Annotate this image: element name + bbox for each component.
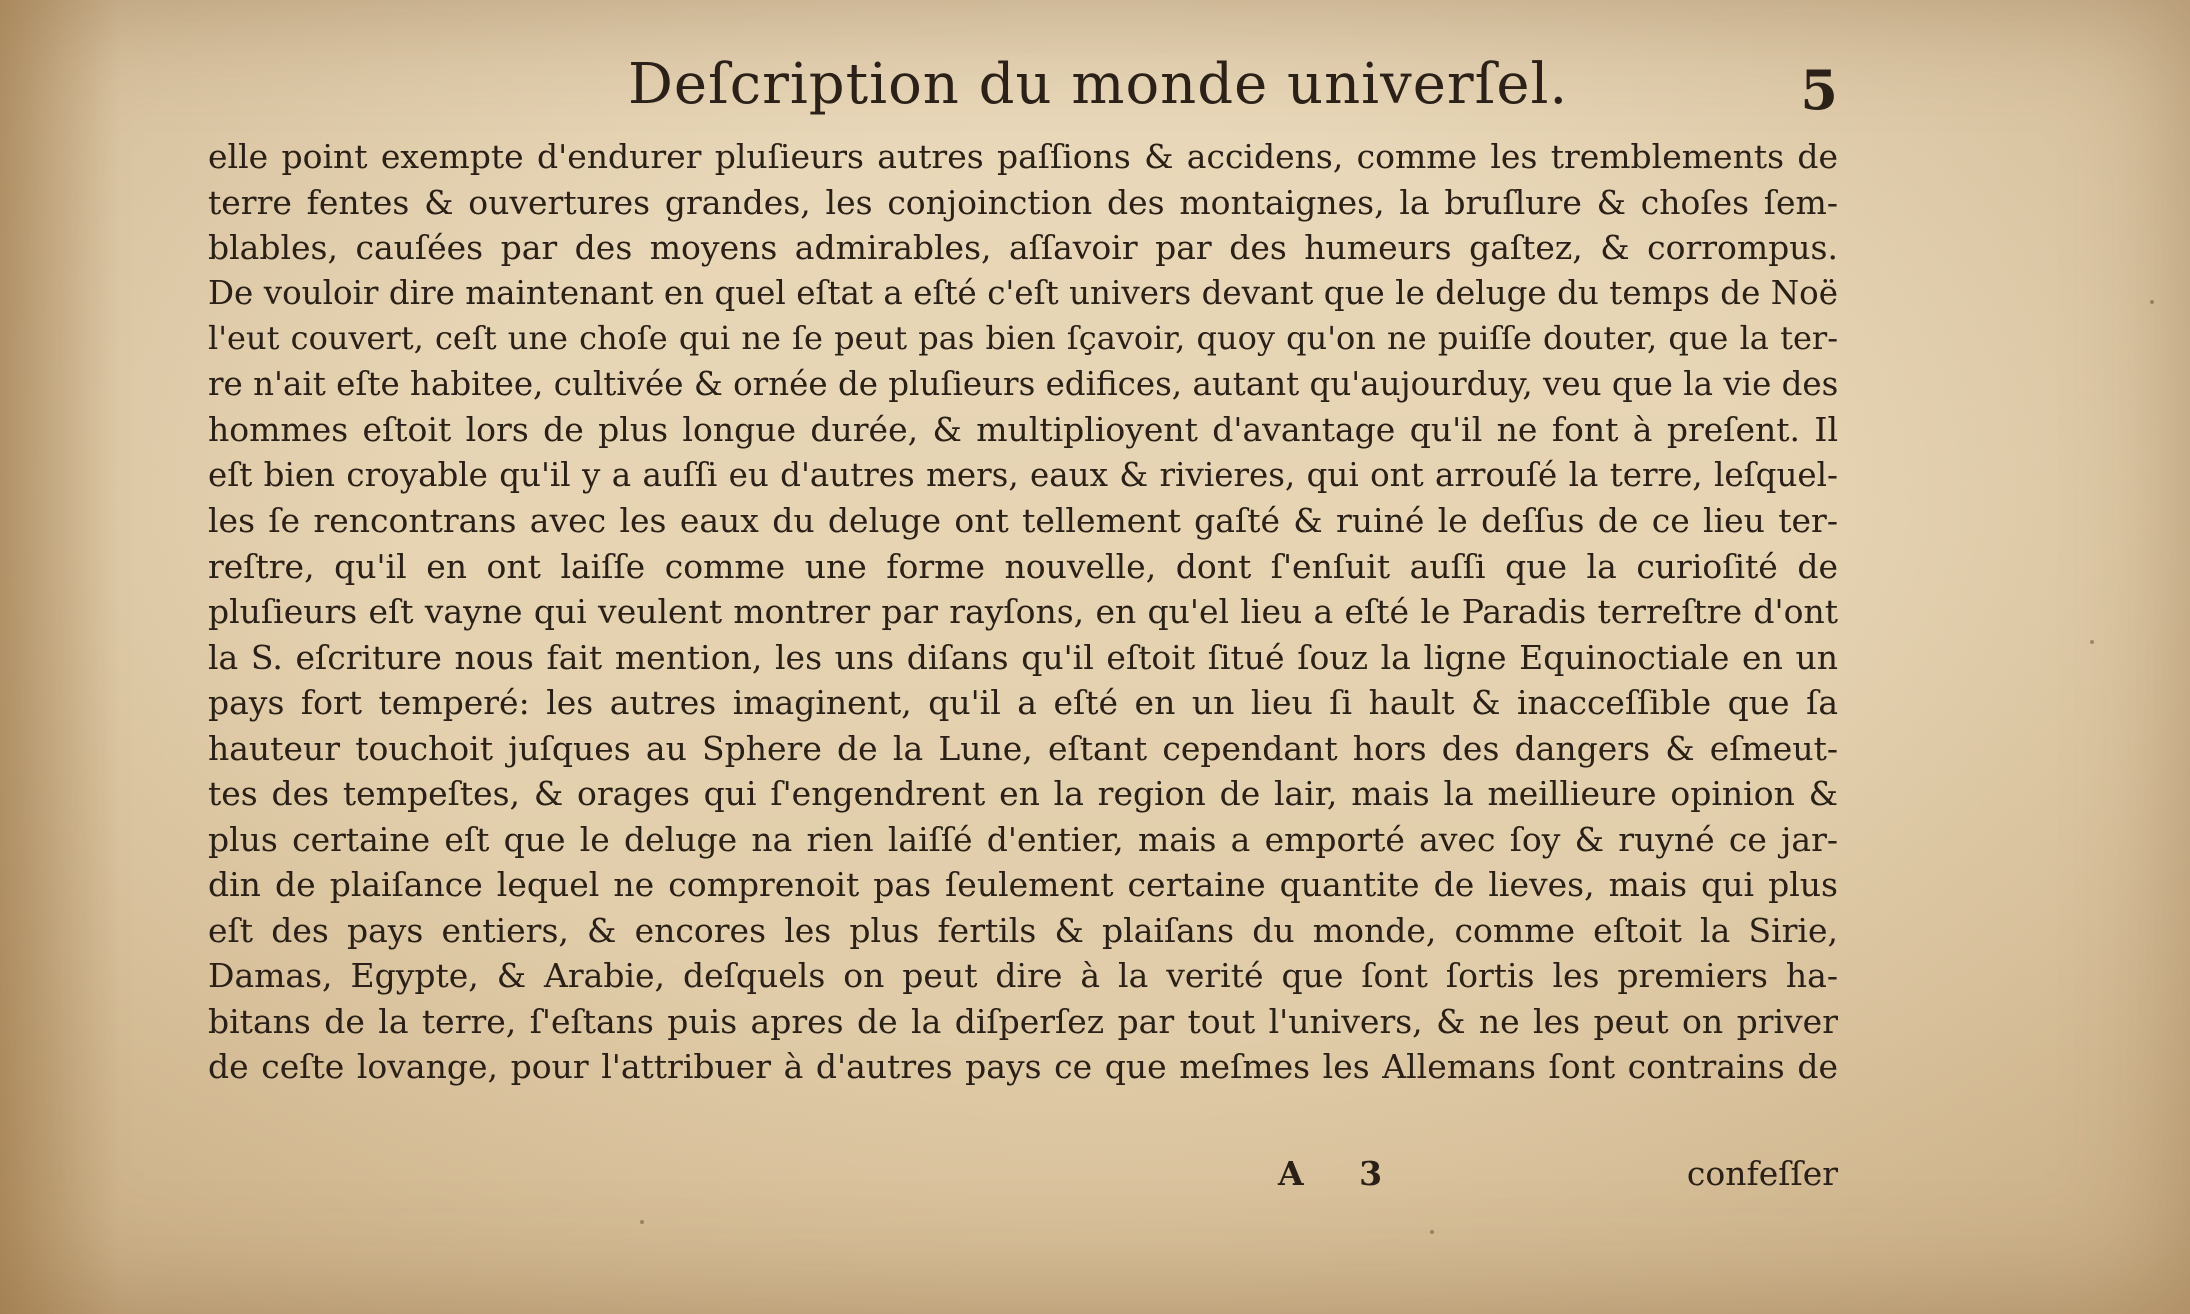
text-line: bitans de la terre, ſ'eſtans puis apres de la diſperſez par tout l'univers, & ne les peut on priver — [208, 1001, 1838, 1041]
text-line: De vouloir dire maintenant en quel eſtat a eſté c'eſt univers devant que le deluge du temps de Noë — [208, 273, 1838, 312]
text-line: Damas, Egypte, & Arabie, deſquels on peut dire à la verité que ſont ſortis les premiers ha- — [208, 956, 1838, 995]
page-number: 5 — [1800, 58, 1838, 122]
body-text — [208, 134, 1838, 1090]
signature-mark: A 3 — [1278, 1154, 1405, 1193]
paper-speck — [2150, 300, 2154, 304]
text-line: din de plaiſance lequel ne comprenoit pas ſeulement certaine quantite de lieves, mais qui plus — [208, 865, 1838, 904]
text-line: elle point exempte d'endurer pluſieurs autres paſſions & accidens, comme les tremblements de — [208, 137, 1838, 176]
paper-speck — [2090, 640, 2094, 644]
catchword: confeſſer — [1686, 1154, 1838, 1193]
running-title: Deſcription du monde univerſel. — [628, 52, 1569, 117]
text-line: pluſieurs eſt vayne qui veulent montrer par rayſons, en qu'el lieu a eſté le Paradis terreſtre d'ont — [208, 592, 1838, 631]
page-edge-stain — [0, 0, 120, 1314]
text-line: la S. eſcriture nous fait mention, les uns diſans qu'il eſtoit ſitué ſouz la ligne Equinoctiale en un — [208, 637, 1838, 677]
text-line: tes des tempeſtes, & orages qui ſ'engendrent en la region de lair, mais la meillieure opinion & — [208, 774, 1838, 813]
text-line: re n'ait eſte habitee, cultivée & ornée de pluſieurs edifices, autant qu'aujourduy, veu que la vie des — [208, 364, 1838, 403]
page-header — [208, 52, 1838, 132]
text-line: terre fentes & ouvertures grandes, les conjoinction des montaignes, la bruſlure & choſes ſem- — [208, 182, 1838, 222]
text-line: plus certaine eſt que le deluge na rien laiſſé d'entier, mais a emporté avec ſoy & ruyné ce jar- — [208, 819, 1838, 859]
text-line: eſt des pays entiers, & encores les plus fertils & plaiſans du monde, comme eſtoit la Sirie, — [208, 910, 1838, 950]
page-footer — [208, 1154, 1838, 1204]
text-line: hauteur touchoit juſques au Sphere de la Lune, eſtant cependant hors des dangers & eſmeut- — [208, 728, 1838, 768]
text-line: les ſe rencontrans avec les eaux du deluge ont tellement gaſté & ruiné le deſſus de ce lieu ter- — [208, 501, 1838, 540]
text-line: eſt bien croyable qu'il y a auſſi eu d'autres mers, eaux & rivieres, qui ont arrouſé la terre, leſquel- — [208, 455, 1838, 494]
text-line: pays fort temperé: les autres imaginent, qu'il a eſté en un lieu ſi hault & inacceſſible que ſa — [208, 683, 1838, 722]
text-line: l'eut couvert, ceſt une choſe qui ne ſe peut pas bien ſçavoir, quoy qu'on ne puiſſe douter, que la ter- — [208, 319, 1838, 357]
text-line: de ceſte lovange, pour l'attribuer à d'autres pays ce que meſmes les Allemans ſont contrains de — [208, 1047, 1838, 1086]
paper-speck — [640, 1220, 644, 1224]
text-line: hommes eſtoit lors de plus longue durée, & multiplioyent d'avantage qu'il ne font à preſent. Il — [208, 410, 1838, 449]
text-line: reſtre, qu'il en ont laiſſe comme une forme nouvelle, dont ſ'enſuit auſſi que la curioſité de — [208, 546, 1838, 586]
paper-speck — [1430, 1230, 1434, 1234]
text-line: blables, cauſées par des moyens admirables, aſſavoir par des humeurs gaſtez, & corrompus. — [208, 228, 1838, 267]
